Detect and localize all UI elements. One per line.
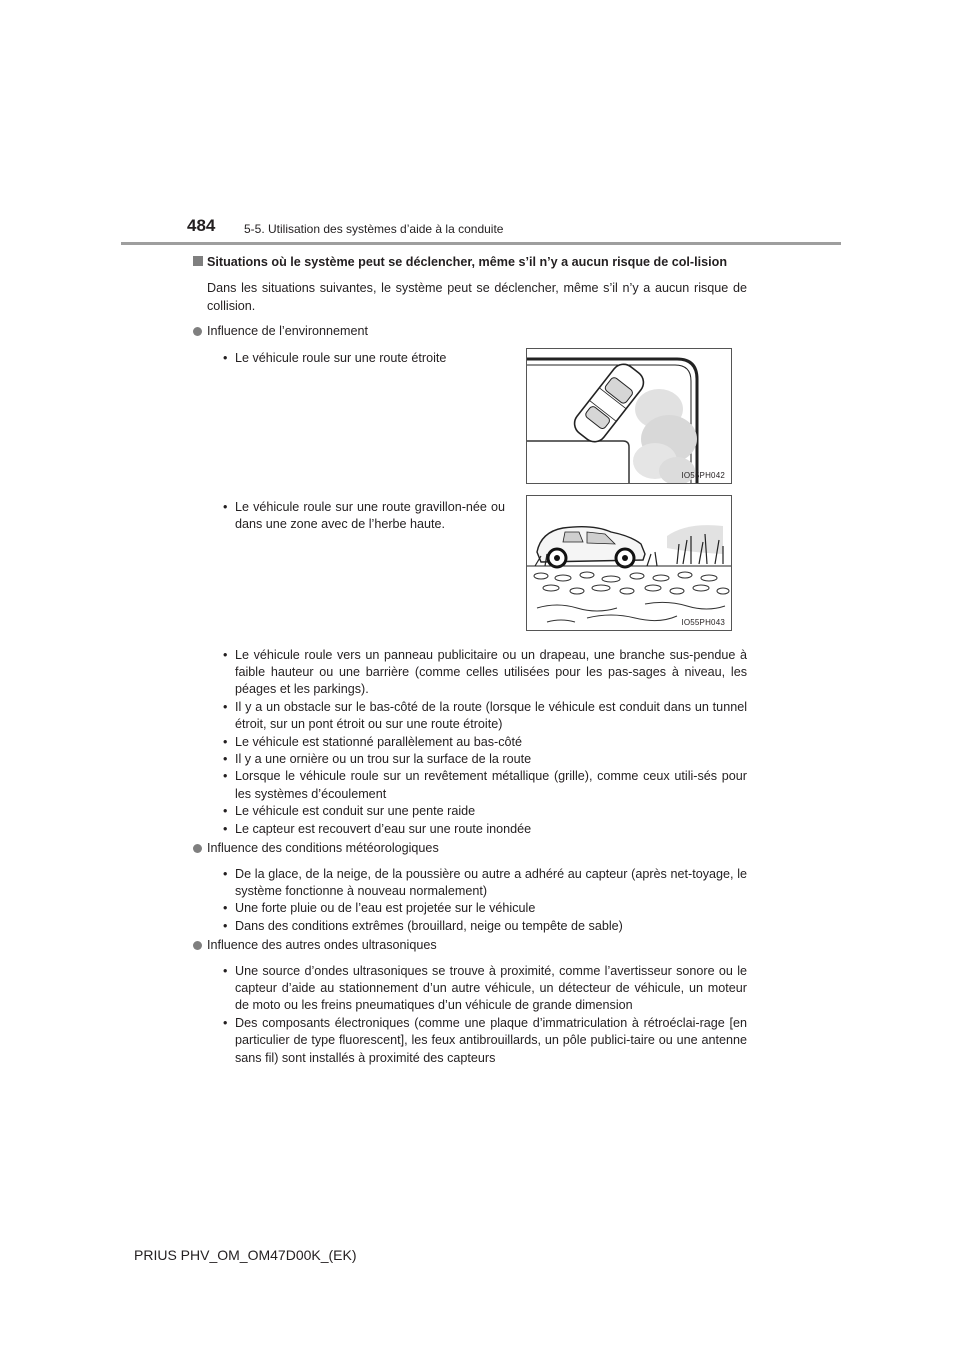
list-item: • Le capteur est recouvert d’eau sur une route inondée	[223, 821, 747, 838]
figure-narrow-road	[526, 348, 732, 484]
running-header: 5-5. Utilisation des systèmes d’aide à la conduite	[244, 222, 504, 236]
bullet-list-environment	[207, 647, 747, 838]
list-item: • Le véhicule est conduit sur une pente raide	[223, 803, 747, 820]
list-item: • Il y a un obstacle sur le bas-côté de la route (lorsque le véhicule est conduit dans un tunnel étroit, sur un pont étroit ou sur une route étroite)	[223, 699, 747, 734]
bullet-list-ultrasonic	[207, 963, 747, 1067]
figure-row-1	[207, 350, 747, 486]
bullet-list	[207, 499, 505, 534]
circle-bullet-icon	[193, 844, 202, 853]
group-title-environment	[193, 323, 747, 340]
bullet-list-weather	[207, 866, 747, 936]
gravel-road-illustration	[527, 496, 731, 630]
section-heading	[193, 254, 747, 271]
list-item: • Le véhicule roule vers un panneau publicitaire ou un drapeau, une branche sus-pendue à faible hauteur ou une barrière (comme celles utilisées pour les pas-sages à niveau, les péages et les parkings).	[223, 647, 747, 699]
group-title-text: Influence des conditions météorologiques	[207, 841, 439, 856]
list-item: • Des composants électroniques (comme une plaque d’immatriculation à rétroéclai-rage [en particulier de type fluorescent], les feux antibrouillards, un pôle publici-taire ou une antenne sans fil) sont installés à proximité des capteurs	[223, 1015, 747, 1067]
list-item: • Il y a une ornière ou un trou sur la surface de la route	[223, 751, 747, 768]
narrow-road-illustration	[527, 349, 731, 483]
list-item: • Dans des conditions extrêmes (brouillard, neige ou tempête de sable)	[223, 918, 747, 935]
square-bullet-icon	[193, 256, 203, 266]
page-number: 484	[187, 216, 216, 235]
list-item: • Le véhicule est stationné parallèlement au bas-côté	[223, 734, 747, 751]
group-title-text: Influence de l’environnement	[207, 324, 369, 339]
group-title-text: Influence des autres ondes ultrasoniques	[207, 938, 437, 953]
section-heading-text: Situations où le système peut se déclencher, même s’il n’y a aucun risque de col-lision	[207, 255, 728, 269]
circle-bullet-icon	[193, 941, 202, 950]
group-title-ultrasonic	[193, 937, 747, 954]
list-item: • Une source d’ondes ultrasoniques se trouve à proximité, comme l’avertisseur sonore ou le capteur d’aide au stationnement d’un autre véhicule, un détecteur de véhicule, un moteur de moto ou les freins pneumatiques d’un véhicule de grande dimension	[223, 963, 747, 1015]
list-item: • De la glace, de la neige, de la poussière ou autre a adhéré au capteur (après net-toyage, le système fonctionne à nouveau normalement)	[223, 866, 747, 901]
list-item: • Le véhicule roule sur une route étroite	[223, 350, 503, 367]
figure-row-2	[207, 499, 747, 647]
figure-gravel-road	[526, 495, 732, 631]
header-rule	[121, 242, 841, 245]
group-title-weather	[193, 840, 747, 857]
circle-bullet-icon	[193, 327, 202, 336]
figure-label: IO55PH043	[681, 617, 725, 627]
figure-label: IO55PH042	[681, 470, 725, 480]
list-item: • Une forte pluie ou de l’eau est projetée sur le véhicule	[223, 900, 747, 917]
bullet-list	[207, 350, 503, 367]
footer-doc-id: PRIUS PHV_OM_OM47D00K_(EK)	[134, 1247, 357, 1263]
intro-paragraph: Dans les situations suivantes, le système peut se déclencher, même s’il n’y a aucun risque de collision.	[207, 281, 747, 313]
list-item: • Le véhicule roule sur une route gravillon-née ou dans une zone avec de l’herbe haute.	[223, 499, 505, 534]
list-item: • Lorsque le véhicule roule sur un revêtement métallique (grille), comme ceux utili-sés pour les systèmes d’écoulement	[223, 768, 747, 803]
main-content	[207, 254, 747, 1067]
